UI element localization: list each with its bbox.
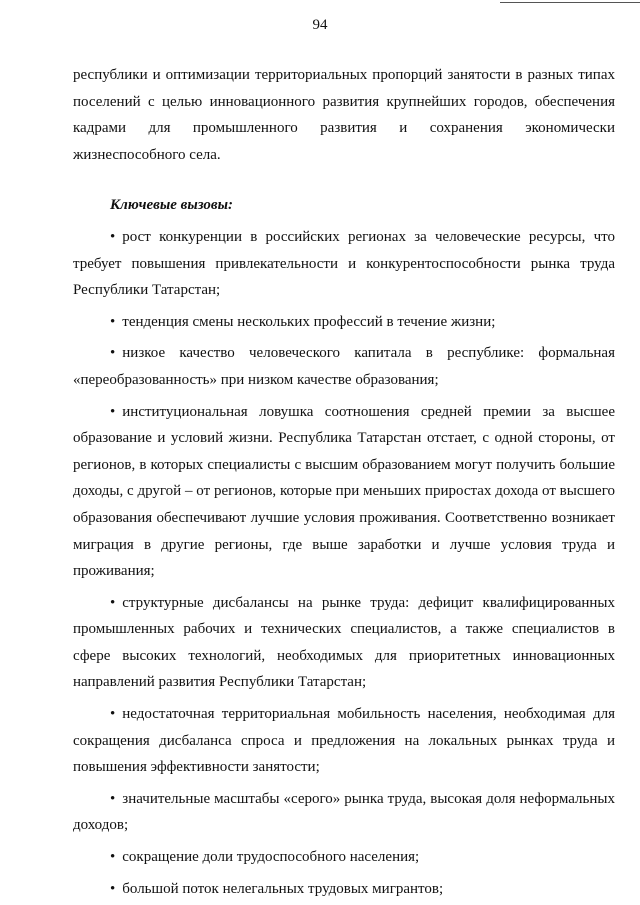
- list-item: [73, 876, 615, 903]
- list-item: [73, 844, 615, 871]
- list-item-text: низкое качество человеческого капитала в республике: формальная «переобразованность» при низком качестве образования;: [73, 345, 615, 388]
- list-item: [73, 224, 615, 304]
- bullet-icon: •: [110, 790, 116, 807]
- list-item-text: значительные масштабы «серого» рынка труда, высокая доля неформальных доходов;: [73, 790, 615, 834]
- list-item-text: сокращение доли трудоспособного населения;: [122, 849, 420, 866]
- bullet-icon: •: [110, 345, 116, 362]
- list-item-text: рост конкуренции в российских регионах за человеческие ресурсы, что требует повышения привлекательности и конкурентоспособности рынка труда Республики Татарстан;: [73, 228, 615, 299]
- list-item-text: недостаточная территориальная мобильность населения, необходимая для сокращения дисбаланса спроса и предложения на локальных рынках труда и повышения эффективности занятости;: [73, 706, 615, 776]
- section-heading: Ключевые вызовы:: [110, 197, 234, 214]
- list-item-text: большой поток нелегальных трудовых мигрантов;: [122, 880, 444, 897]
- list-item: [73, 399, 615, 585]
- bullet-icon: •: [110, 849, 116, 866]
- list-item-text: институциональная ловушка соотношения средней премии за высшее образование и условий жизни. Республика Татарстан отстает, с одной стороны, от регионов, в которых специалисты с высшим образованием могут получить большие доходы, с другой – от регионов, которые при меньших приростах дохода от высшего образования обеспечивают лучшие условия проживания. Соответственно возникает миграция в другие регионы, где выше заработки и лучше условия труда и проживания;: [73, 403, 615, 580]
- bullet-icon: •: [110, 313, 116, 330]
- page-number: 94: [312, 17, 328, 33]
- bullet-icon: •: [110, 594, 116, 611]
- list-item-text: тенденция смены нескольких профессий в течение жизни;: [122, 313, 496, 330]
- bullet-icon: •: [110, 403, 116, 420]
- bullet-icon: •: [110, 706, 116, 723]
- list-item: [73, 786, 615, 839]
- intro-paragraph: республики и оптимизации территориальных пропорций занятости в разных типах поселений с целью инновационного развития крупнейших городов, обеспечения кадрами для промышленного развития и сохранения экономически жизнеспособного села.: [73, 67, 615, 163]
- bullet-icon: •: [110, 880, 116, 897]
- page-body: [73, 62, 615, 902]
- list-item: [73, 340, 615, 393]
- header-rule: [500, 2, 640, 3]
- list-item: [73, 701, 615, 781]
- list-item: [73, 309, 615, 336]
- bullet-icon: •: [110, 228, 116, 245]
- list-item: [73, 590, 615, 696]
- list-item-text: структурные дисбалансы на рынке труда: дефицит квалифицированных промышленных рабочих и технических специалистов, а также специалистов в сфере высоких технологий, необходимых для приоритетных инновационных направлений развития Республики Татарстан;: [73, 594, 615, 691]
